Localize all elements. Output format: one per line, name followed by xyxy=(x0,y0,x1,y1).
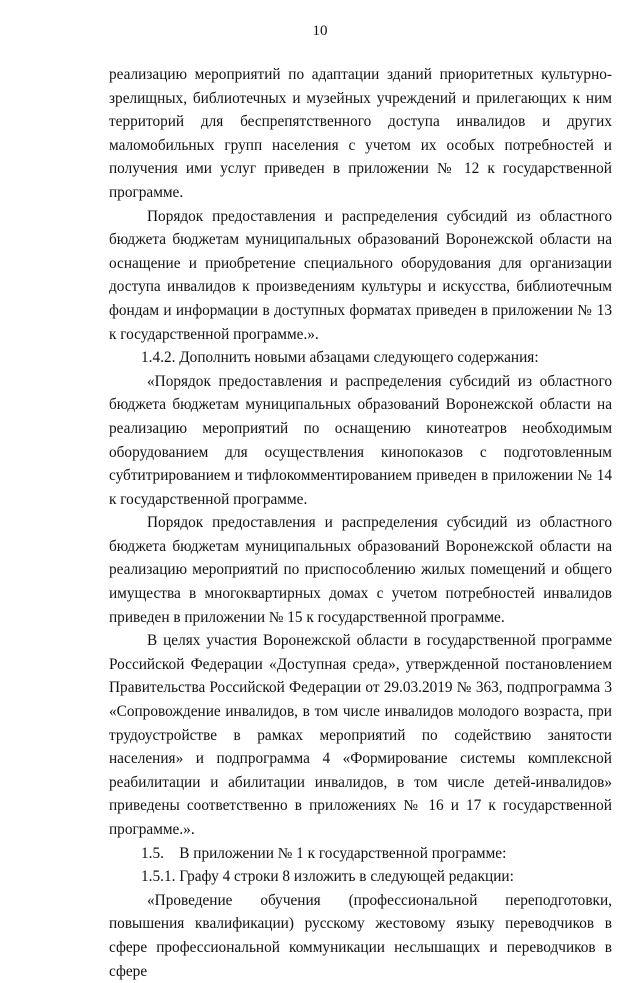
paragraph-continuation: реализацию мероприятий по адаптации зданий приоритетных культурно-зрелищных, библиотечных и музейных учреждений и прилегающих к ним территорий для беспрепятственного доступа инвалидов и других маломобильных групп населения с учетом их особых потребностей и получения ими услуг приведен в приложении № 12 к государственной программе. xyxy=(109,66,612,201)
paragraph-subsidy-order-15: Порядок предоставления и распределения субсидий из областного бюджета бюджетам муниципальных образований Воронежской области на реализацию мероприятий по приспособлению жилых помещений и общего имущества в многоквартирных домах с учетом потребностей инвалидов приведен в приложении № 15 к государственной программе. xyxy=(109,514,612,626)
paragraph-item-1-5: 1.5. В приложении № 1 к государственной программе: xyxy=(141,844,507,862)
document-body xyxy=(109,63,612,983)
paragraph-subsidy-order-13: Порядок предоставления и распределения субсидий из областного бюджета бюджетам муниципальных образований Воронежской области на оснащение и приобретение специального оборудования для организации доступа инвалидов к произведениям культуры и искусства, библиотечным фондам и информации в доступных форматах приведен в приложении № 13 к государственной программе.». xyxy=(109,207,612,343)
paragraph-subsidy-order-14: «Порядок предоставления и распределения субсидий из областного бюджета бюджетам муниципальных образований Воронежской области на реализацию мероприятий по оснащению кинотеатров необходимым оборудованием для осуществления кинопоказов с подготовленным субтитрированием и тифлокомментированием приведен в приложении № 14 к государственной программе. xyxy=(109,372,612,508)
paragraph-item-1-5-1: 1.5.1. Графу 4 строки 8 изложить в следующей редакции: xyxy=(141,868,514,886)
paragraph-accessible-environment: В целях участия Воронежской области в государственной программе Российской Федерации «Доступная среда», утвержденной постановлением Правительства Российской Федерации от 29.03.2019 № 363, подпрограмма 3 «Сопровождение инвалидов, в том числе инвалидов молодого возраста, при трудоустройстве в рамках мероприятий по содействию занятости населения» и подпрограмма 4 «Формирование системы комплексной реабилитации и абилитации инвалидов, в том числе детей-инвалидов» приведены соответственно в приложениях № 16 и 17 к государственной программе.». xyxy=(109,632,612,838)
page-number: 10 xyxy=(312,23,328,39)
paragraph-training-quote: «Проведение обучения (профессиональной переподготовки, повышения квалификации) русскому жестовому языку переводчиков в сфере профессиональной коммуникации неслышащих и переводчиков в сфере xyxy=(109,891,612,980)
paragraph-item-1-4-2: 1.4.2. Дополнить новыми абзацами следующего содержания: xyxy=(141,349,539,367)
